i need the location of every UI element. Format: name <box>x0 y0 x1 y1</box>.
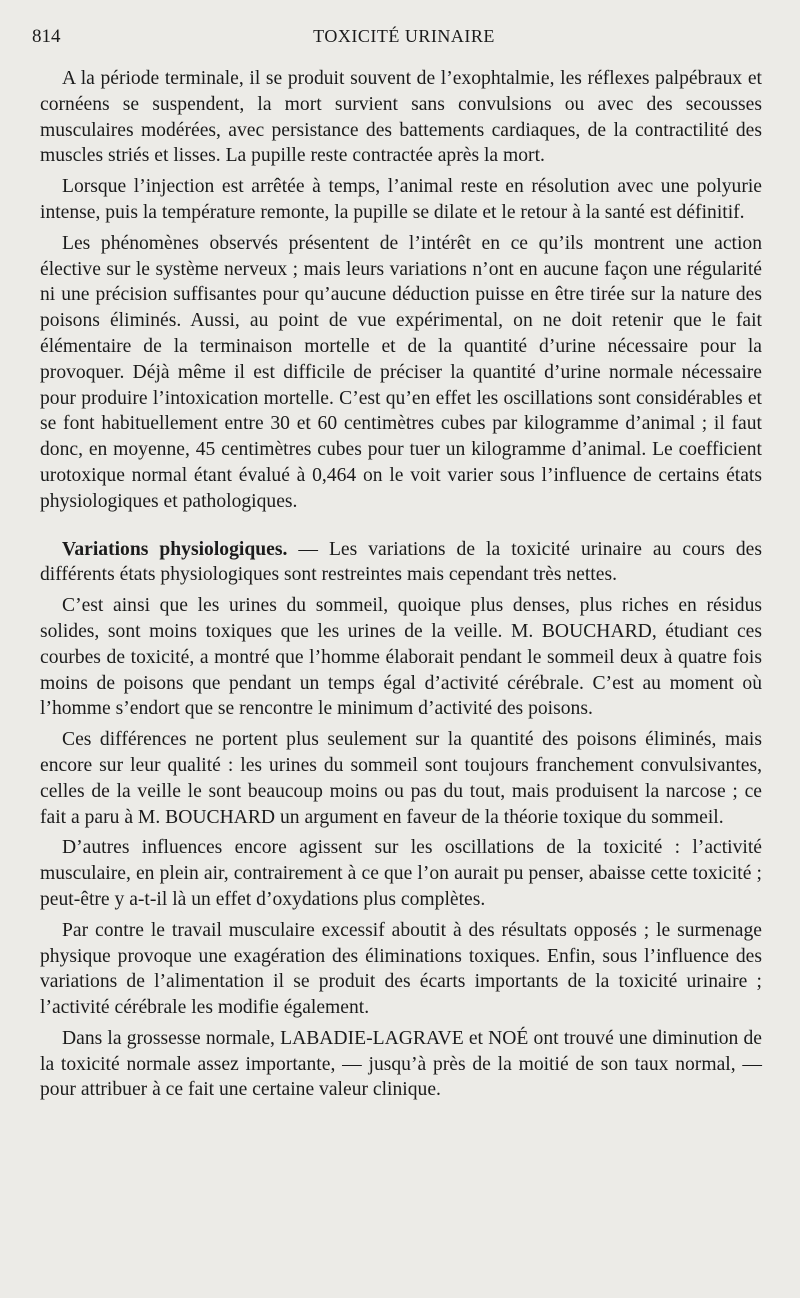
paragraph: D’autres influences encore agissent sur les oscillations de la toxicité : l’activité musculaire, en plein air, contrairement à ce que l’on aurait pu penser, abaisse cette toxicité ; peut-être y a-t-il là un effet d’oxydations plus complètes. <box>40 837 762 910</box>
paragraph: Les phénomènes observés présentent de l’intérêt en ce qu’ils montrent une action élective sur le système nerveux ; mais leurs variations n’ont en aucune façon une régularité ni une précision suffisantes pour qu’aucune déduction puisse en être tirée sur la nature des poisons éliminés. Aussi, au point de vue expérimental, on ne doit retenir que le fait élémentaire de la terminaison mortelle et de la quantité d’urine nécessaire pour la provoquer. Déjà même il est difficile de préciser la quantité d’urine normale nécessaire pour produire l’intoxication mortelle. C’est qu’en effet les oscillations sont considérables et se font habituellement entre 30 et 60 centimètres cubes par kilogramme d’animal ; il faut donc, en moyenne, 45 centimètres cubes pour tuer un kilogramme d’animal. Le coefficient urotoxique normal étant évalué à 0,464 on le voit varier sous l’influence de certains états physiologiques et pathologiques. <box>40 232 762 512</box>
paragraph: C’est ainsi que les urines du sommeil, quoique plus denses, plus riches en résidus solides, sont moins toxiques que les urines de la veille. M. BOUCHARD, étudiant ces courbes de toxicité, a montré que l’homme élaborait pendant le sommeil deux à quatre fois moins de poisons que pendant un temps égal d’activité cérébrale. C’est au moment où l’homme s’endort que se rencontre le minimum d’activité des poisons. <box>40 595 762 720</box>
paragraph: A la période terminale, il se produit souvent de l’exophtalmie, les réflexes palpébraux et cornéens se suspendent, la mort survient sans convulsions ou avec des secousses musculaires modérées, avec persistance des battements cardiaques, de la contractilité des muscles striés et lisses. La pupille reste contractée après la mort. <box>40 68 762 167</box>
section-heading: Variations physiologiques. <box>62 538 288 560</box>
page-number: 814 <box>32 26 61 47</box>
section-paragraph <box>40 537 762 589</box>
paragraph: Par contre le travail musculaire excessif aboutit à des résultats opposés ; le surmenage physique provoque une exagération des éliminations toxiques. Enfin, sous l’influence des variations de l’alimentation il se produit des écarts importants de la toxicité urinaire ; l’activité cérébrale les modifie également. <box>40 919 762 1019</box>
paragraph: Lorsque l’injection est arrêtée à temps, l’animal reste en résolution avec une polyurie intense, puis la température remonte, la pupille se dilate et le retour à la santé est définitif. <box>40 176 762 223</box>
body-text <box>40 66 762 1108</box>
paragraph: Dans la grossesse normale, LABADIE-LAGRAVE et NOÉ ont trouvé une diminution de la toxicité normale assez importante, — jusqu’à près de la moitié de son taux normal, — pour attribuer à ce fait une certaine valeur clinique. <box>40 1027 762 1101</box>
page-header <box>32 26 776 52</box>
section-text: — Les variations de la toxicité urinaire au cours des différents états physiologiques sont restreintes mais cependant très nettes. <box>40 538 762 586</box>
paragraph: Ces différences ne portent plus seulement sur la quantité des poisons éliminés, mais encore sur leur qualité : les urines du sommeil sont toujours franchement convulsivantes, celles de la veille le sont beaucoup moins ou pas du tout, mais produisent la narcose ; ce fait a paru à M. BOUCHARD un argument en faveur de la théorie toxique du sommeil. <box>40 729 762 828</box>
running-title: TOXICITÉ URINAIRE <box>313 26 495 46</box>
